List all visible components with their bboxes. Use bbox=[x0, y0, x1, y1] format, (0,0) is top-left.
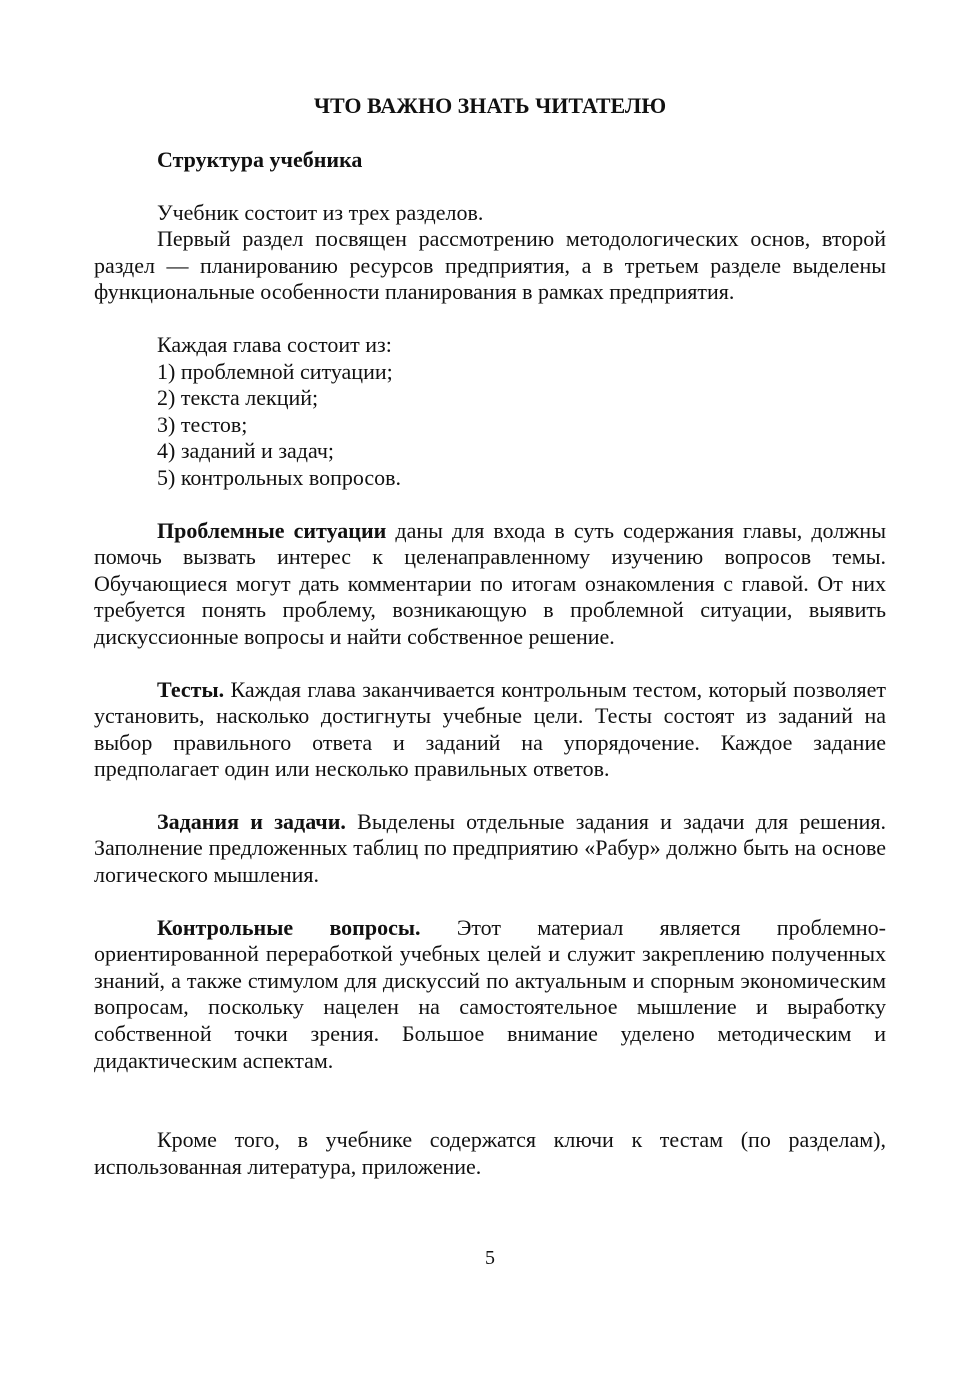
list-item: 5) контрольных вопросов. bbox=[157, 464, 402, 490]
list-item: 1) проблемной ситуации; bbox=[157, 358, 393, 384]
closing-paragraph: Кроме того, в учебнике содержатся ключи к тестам (по разделам), использованная литература, приложение. bbox=[94, 1127, 886, 1179]
paragraph-text: Каждая глава заканчивается контрольным тестом, который позволяет установить, насколько достигнуты учебные цели. Тесты состоят из заданий на выбор правильного ответа и заданий на упорядочение. Каждое задание предполагает один или несколько правильных ответов. bbox=[94, 676, 886, 782]
paragraph-text: Выделены отдельные задания и задачи для решения. Заполнение предложенных таблиц по предприятию «Рабур» должно быть на основе логического мышления. bbox=[94, 808, 887, 888]
chapter-structure-list bbox=[94, 359, 886, 492]
spacer bbox=[94, 783, 886, 809]
paragraph-text: Этот материал является проблемно-ориентированной переработкой учебных целей и служит закреплению полученных знаний, а также стимулом для дискуссий по актуальным и спорным экономическим вопросам, поскольку нацелен на самостоятельное мышление и выработку собственной точки зрения. Большое внимание уделено методическим и дидактическим аспектам. bbox=[94, 914, 886, 1073]
problem-situations-paragraph bbox=[94, 518, 886, 651]
intro-paragraph: Учебник состоит из трех разделов. bbox=[157, 199, 484, 225]
list-item: 2) текста лекций; bbox=[157, 385, 319, 411]
page-body bbox=[94, 147, 886, 1180]
spacer bbox=[94, 889, 886, 915]
paragraph-lead: Проблемные ситуации bbox=[157, 517, 387, 543]
list-item: 3) тестов; bbox=[157, 411, 248, 437]
control-questions-paragraph bbox=[94, 915, 886, 1075]
paragraph-lead: Контрольные вопросы. bbox=[157, 914, 421, 940]
spacer bbox=[94, 1074, 886, 1127]
spacer bbox=[94, 651, 886, 677]
spacer bbox=[94, 306, 886, 332]
intro-paragraph: Первый раздел посвящен рассмотрению методологических основ, второй раздел — планированию ресурсов предприятия, а в третьем разделе выделены функциональные особенности планирования в рамках предприятия. bbox=[94, 226, 886, 305]
section-heading: Структура учебника bbox=[157, 147, 363, 172]
tasks-paragraph bbox=[94, 809, 886, 889]
paragraph-text: даны для входа в суть содержания главы, должны помочь вызвать интерес к целенаправленному изучению вопросов темы. Обучающиеся могут дать комментарии по итогам ознакомления с главой. От них требуется понять проблему, возникающую в проблемной ситуации, выявить дискуссионные вопросы и найти собственное решение. bbox=[94, 517, 886, 649]
chapter-structure-lead: Каждая глава состоит из: bbox=[157, 331, 392, 357]
list-item: 4) заданий и задач; bbox=[157, 438, 335, 464]
tests-paragraph bbox=[94, 677, 886, 783]
page-number: 5 bbox=[485, 1247, 495, 1269]
paragraph-lead: Задания и задачи. bbox=[157, 808, 346, 834]
spacer bbox=[94, 492, 886, 518]
paragraph-lead: Тесты. bbox=[157, 676, 225, 702]
page-title: ЧТО ВАЖНО ЗНАТЬ ЧИТАТЕЛЮ bbox=[313, 93, 667, 118]
